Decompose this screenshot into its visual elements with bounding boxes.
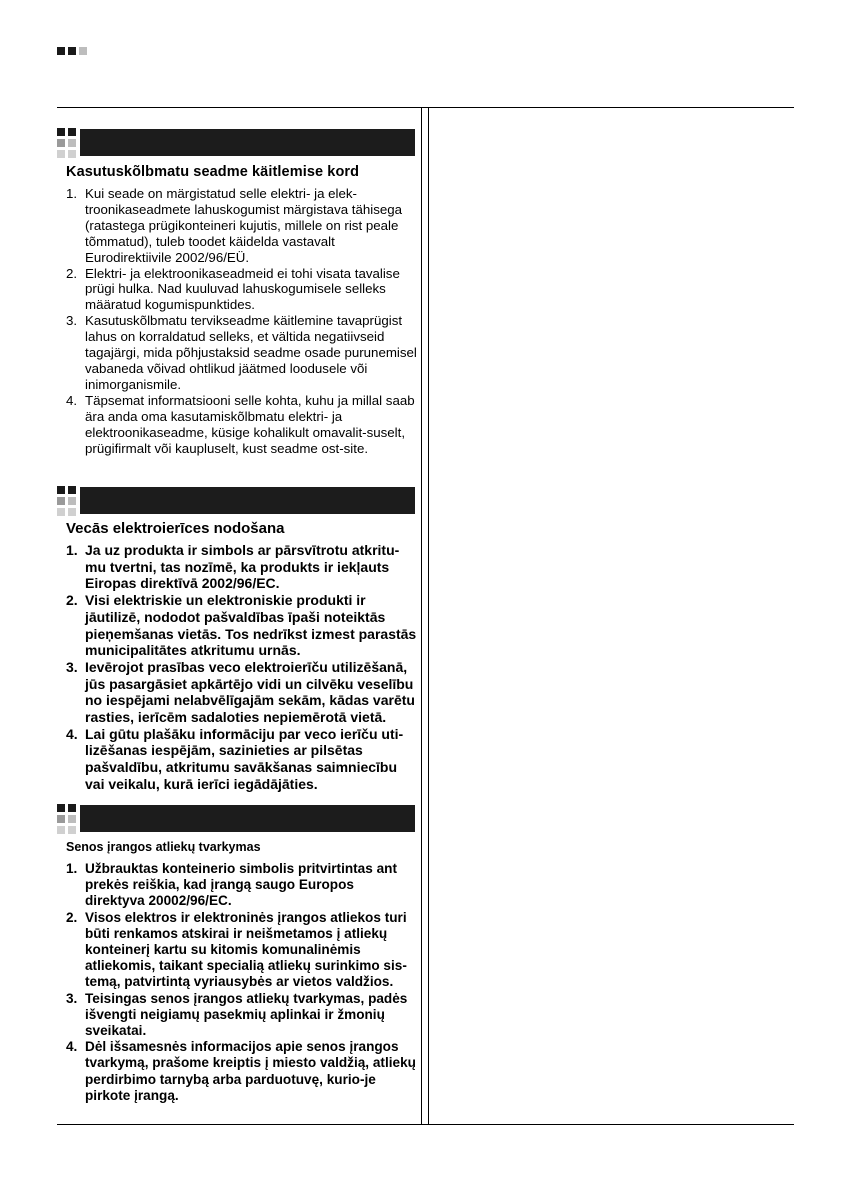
list-item-text: Visi elektriskie un elektroniskie produkti ir jāutilizē, nododot pašvaldības īpaši noteiktās pieņemšanas vietās. Tos nedrīkst izmest parastās municipalitātes atkritumu urnās. (85, 592, 417, 659)
list-item-text: Täpsemat informatsiooni selle kohta, kuhu ja millal saab ära anda oma kasutamiskõlbmatu elektri- ja elektroonikaseadme, küsige kohalikult omavalit-suselt, prügifirmalt või kaupluselt, kust seadme ost-site. (85, 392, 415, 456)
bottom-rule (57, 1124, 794, 1125)
marker-square-light (79, 47, 87, 55)
section-latvian (57, 486, 417, 793)
page-marker-squares (57, 47, 87, 55)
list-item-text: Ja uz produkta ir simbols ar pārsvītrotu atkritu-mu tvertni, tas nozīmē, ka produkts ir iekļauts Eiropas direktīvā 2002/96/EC. (85, 542, 400, 592)
list-item: 4. Lai gūtu plašāku informāciju par veco ierīču uti-lizēšanas iespējām, sazinieties ar pilsētas pašvaldību, atkritumu savākšanas saimniecību vai veikalu, kurā ierīci iegādājāties. (66, 725, 404, 792)
section-title: Kasutuskõlbmatu seadme käitlemise kord (66, 164, 360, 180)
section-header-bar (80, 805, 415, 832)
list-item-text: Užbrauktas konteinerio simbolis pritvirtintas ant prekės reiškia, kad įrangą saugo Europos direktyva 20002/96/EC. (85, 861, 397, 909)
column-divider-left (421, 107, 422, 1124)
list-item: 1. Užbrauktas konteinerio simbolis pritvirtintas ant prekės reiškia, kad įrangą saugo Europos direktyva 20002/96/EC. (66, 861, 397, 909)
list-item: 2. Elektri- ja elektroonikaseadmeid ei tohi visata tavalise prügi hulka. Nad kuuluvad lahuskogumisele selleks määratud kogumispunktides. (66, 265, 400, 313)
list-item: 3. Ievērojot prasības veco elektroierīču utilizēšanā, jūs pasargāsiet apkārtējo vidi un cilvēku veselību no iespējami nelabvēlīgajām sekām, kādas varētu rasties, ierīcēm sadaloties nepiemērotā vietā. (66, 658, 415, 726)
list-item: 2. Visos elektros ir elektroninės įrangos atliekos turi būti renkamos atskirai ir neišmetamos į atliekų konteinerį kartu su kitomis komunalinėmis atliekomis, taikant specialią atliekų surinkimo sis-temą, patvirtintą vyriausybės ar vietos valdžios. (66, 909, 407, 990)
list-item-text: Teisingas senos įrangos atliekų tvarkymas, padės išvengti neigiamų pasekmių aplinkai ir žmonių sveikatai. (85, 990, 408, 1039)
section-squares-icon (57, 486, 77, 516)
section-header (57, 128, 417, 158)
column-divider-right (428, 107, 429, 1124)
section-title: Senos įrangos atliekų tvarkymas (66, 840, 261, 854)
section-title: Vecās elektroierīces nodošana (66, 520, 285, 537)
list-item: 3. Teisingas senos įrangos atliekų tvarkymas, padės išvengti neigiamų pasekmių aplinkai ir žmonių sveikatai. (66, 990, 408, 1039)
section-squares-icon (57, 128, 77, 158)
list-item-text: Dėl išsamesnės informacijos apie senos įrangos tvarkymą, prašome kreiptis į miesto valdžią, atliekų perdirbimo tarnybą arba parduotuvę, kurio-je pirkote įrangą. (85, 1039, 416, 1103)
marker-square-dark (68, 47, 76, 55)
section-lithuanian (57, 804, 417, 1104)
list-item: 2. Visi elektriskie un elektroniskie produkti ir jāutilizē, nododot pašvaldības īpaši noteiktās pieņemšanas vietās. Tos nedrīkst izmest parastās municipalitātes atkritumu urnās. (66, 592, 417, 659)
list-item-text: Elektri- ja elektroonikaseadmeid ei tohi visata tavalise prügi hulka. Nad kuuluvad lahuskogumisele selleks määratud kogumispunktides. (85, 265, 400, 313)
list-item: 3. Kasutuskõlbmatu tervikseadme käitlemine tavaprügist lahus on korraldatud selleks, et vältida negatiivseid tagajärgi, mida põhjustaksid seadme osade purunemisel vabaneda võivad ohtlikud jäätmed loodusele või inimorganismile. (66, 313, 417, 392)
list-item-text: Ievērojot prasības veco elektroierīču utilizēšanā, jūs pasargāsiet apkārtējo vidi un cilvēku veselību no iespējami nelabvēlīgajām sekām, kādas varētu rasties, ierīcēm sadaloties nepiemērotā vietā. (85, 658, 415, 726)
list-item-text: Visos elektros ir elektroninės įrangos atliekos turi būti renkamos atskirai ir neišmetamos į atliekų konteinerį kartu su kitomis komunalinėmis atliekomis, taikant specialią atliekų surinkimo sis-temą, patvirtintą vyriausybės ar vietos valdžios. (85, 909, 407, 990)
list-item-text: Lai gūtu plašāku informāciju par veco ierīču uti-lizēšanas iespējām, sazinieties ar pilsētas pašvaldību, atkritumu savākšanas saimniecību vai veikalu, kurā ierīci iegādājāties. (85, 725, 404, 792)
list-item: 4. Täpsemat informatsiooni selle kohta, kuhu ja millal saab ära anda oma kasutamiskõlbmatu elektri- ja elektroonikaseadme, küsige kohalikult omavalit-suselt, prügifirmalt või kaupluselt, kust seadme ost-site. (66, 392, 415, 456)
section-squares-icon (57, 804, 77, 834)
list-item-text: Kui seade on märgistatud selle elektri- ja elek-troonikaseadmete lahuskogumist märgistava tähisega (ratastega prügikonteineri kujutis, millele on rist peale tõmmatud), tuleb toodet käidelda vastavalt Eurodirektiivile 2002/96/EÜ. (85, 186, 403, 265)
section-estonian (57, 128, 417, 456)
section-header-bar (80, 487, 415, 514)
list-item: 1. Kui seade on märgistatud selle elektri- ja elek-troonikaseadmete lahuskogumist märgistava tähisega (ratastega prügikonteineri kujutis, millele on rist peale tõmmatud), tuleb toodet käidelda vastavalt Eurodirektiivile 2002/96/EÜ. (66, 186, 403, 265)
instruction-list (57, 861, 417, 1104)
top-rule (57, 107, 794, 108)
list-item-text: Kasutuskõlbmatu tervikseadme käitlemine tavaprügist lahus on korraldatud selleks, et vältida negatiivseid tagajärgi, mida põhjustaksid seadme osade purunemisel vabaneda võivad ohtlikud jäätmed loodusele või inimorganismile. (85, 313, 417, 392)
list-item: 4. Dėl išsamesnės informacijos apie senos įrangos tvarkymą, prašome kreiptis į miesto valdžią, atliekų perdirbimo tarnybą arba parduotuvę, kurio-je pirkote įrangą. (66, 1039, 416, 1103)
list-item: 1. Ja uz produkta ir simbols ar pārsvītrotu atkritu-mu tvertni, tas nozīmē, ka produkts ir iekļauts Eiropas direktīvā 2002/96/EC. (66, 542, 400, 592)
instruction-list (57, 186, 417, 456)
section-header (57, 804, 417, 834)
section-header-bar (80, 129, 415, 156)
marker-square-dark (57, 47, 65, 55)
section-header (57, 486, 417, 516)
instruction-list (57, 542, 417, 793)
